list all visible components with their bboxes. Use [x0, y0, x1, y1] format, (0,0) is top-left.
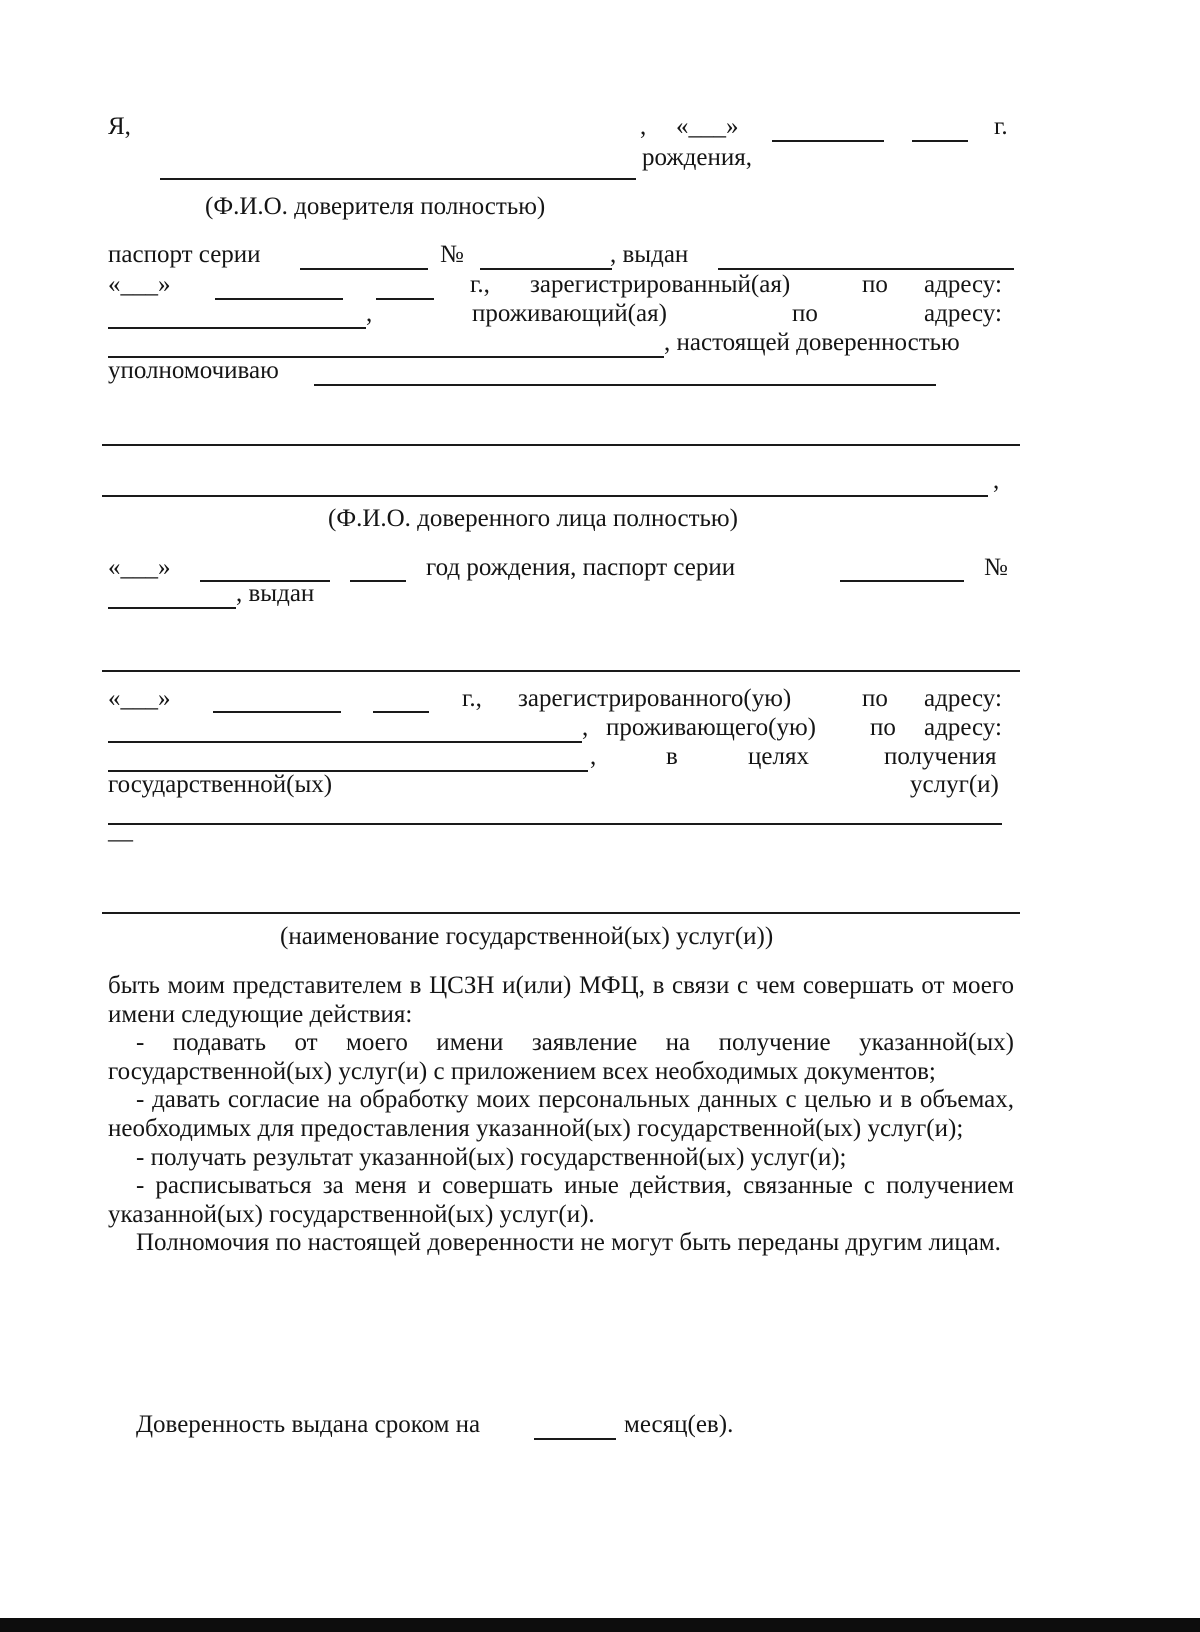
trustee-name-comma: ,	[993, 467, 1000, 494]
trustee-birth-text: год рождения, паспорт серии	[426, 554, 736, 581]
state-services-label: государственной(ых)	[108, 771, 333, 798]
paragraph-no-transfer: Полномочия по настоящей доверенности не могут быть переданы другим лицам.	[136, 1229, 1001, 1257]
trustee-birth-day: «___»	[108, 554, 171, 581]
authority-text	[108, 972, 1014, 1258]
living-address-label: адресу:	[924, 300, 1002, 327]
issue-date-year-line[interactable]	[376, 298, 434, 300]
registered-po: по	[862, 271, 888, 298]
passport-issued-label: , выдан	[610, 241, 689, 268]
issue-date-day: «___»	[108, 271, 171, 298]
service-dash: —	[108, 826, 133, 853]
address-comma: ,	[366, 300, 373, 327]
trustee-registered-label: зарегистрированного(ую)	[518, 685, 792, 712]
ya-text: Я,	[108, 113, 131, 140]
service-name-line-2[interactable]	[102, 912, 1020, 914]
goal-tselyakh: целях	[748, 743, 809, 770]
registered-label: зарегистрированный(ая)	[530, 271, 791, 298]
trustee-name-line-2[interactable]	[102, 444, 1020, 446]
principal-birth-month-line[interactable]	[772, 140, 884, 142]
trustee-passport-series-line[interactable]	[840, 580, 964, 582]
trustee-number-sign: №	[984, 554, 1008, 581]
trustee-name-line-1[interactable]	[314, 384, 936, 386]
trustee-reg-g: г.,	[462, 685, 482, 712]
year-suffix: г.	[994, 113, 1008, 140]
principal-passport-series-line[interactable]	[300, 268, 428, 270]
term-prefix: Доверенность выдана сроком на	[136, 1411, 481, 1438]
principal-birth-year-line[interactable]	[912, 140, 968, 142]
header-comma: ,	[640, 113, 647, 140]
goal-comma: ,	[590, 743, 597, 770]
passport-number-sign: №	[440, 241, 464, 268]
trustee-reg-year-line[interactable]	[373, 711, 429, 713]
scan-edge-bar	[0, 1618, 1200, 1632]
paragraph-representative: быть моим представителем в ЦСЗН и(или) МФЦ, в связи с чем совершать от моего имени следующие действия:	[108, 972, 1014, 1028]
trustee-name-caption: (Ф.И.О. доверенного лица полностью)	[328, 505, 738, 532]
living-po: по	[792, 300, 818, 327]
goal-v: в	[666, 743, 678, 770]
trustee-living-address-label: адресу:	[924, 714, 1002, 741]
trustee-reg-month-line[interactable]	[213, 711, 341, 713]
authorize-label: уполномочиваю	[108, 357, 279, 384]
term-suffix: месяц(ев).	[624, 1411, 734, 1438]
trustee-reg-day: «___»	[108, 685, 171, 712]
trustee-issued-label: , выдан	[236, 580, 315, 607]
registered-address-label: адресу:	[924, 271, 1002, 298]
paragraph-receive: - получать результат указанной(ых) государственной(ых) услуг(и);	[136, 1143, 847, 1171]
trustee-name-line-3[interactable]	[102, 495, 988, 497]
services-label: услуг(и)	[910, 771, 999, 798]
birth-text: рождения,	[642, 144, 752, 171]
paragraph-consent: - давать согласие на обработку моих персональных данных с целью и в объемах, необходимых для предоставления указанной(ых) государственной(ых) услуг(и);	[108, 1086, 1014, 1142]
issue-date-month-line[interactable]	[215, 298, 343, 300]
trustee-issuer-line[interactable]	[102, 670, 1020, 672]
trustee-registered-po: по	[862, 685, 888, 712]
trustee-passport-number-line[interactable]	[108, 607, 236, 609]
principal-registered-address-line[interactable]	[108, 327, 366, 329]
paragraph-sign: - расписываться за меня и совершать иные действия, связанные с получением указанной(ых) государственной(ых) услуг(и).	[108, 1172, 1014, 1228]
issue-date-g: г.,	[470, 271, 490, 298]
principal-name-caption: (Ф.И.О. доверителя полностью)	[205, 193, 546, 220]
service-name-caption: (наименование государственной(ых) услуг(и))	[280, 923, 774, 950]
trustee-registered-address-label: адресу:	[924, 685, 1002, 712]
passport-series-label: паспорт серии	[108, 241, 261, 268]
trustee-living-label: проживающего(ую)	[606, 714, 816, 741]
this-power-text: , настоящей доверенностью	[664, 329, 960, 356]
trustee-living-po: по	[870, 714, 896, 741]
principal-name-line[interactable]	[160, 178, 636, 180]
trustee-registered-address-line[interactable]	[108, 741, 582, 743]
trustee-address-comma: ,	[582, 714, 589, 741]
principal-birth-day: «___»	[676, 113, 739, 140]
living-label: проживающий(ая)	[472, 300, 667, 327]
trustee-birth-year-line[interactable]	[350, 580, 406, 582]
paragraph-submit: - подавать от моего имени заявление на получение указанной(ых) государственной(ых) услуг(и) с приложением всех необходимых документов;	[108, 1029, 1014, 1085]
goal-polucheniya: получения	[884, 743, 997, 770]
term-months-line[interactable]	[534, 1438, 616, 1440]
service-name-line-1[interactable]	[108, 823, 1002, 825]
